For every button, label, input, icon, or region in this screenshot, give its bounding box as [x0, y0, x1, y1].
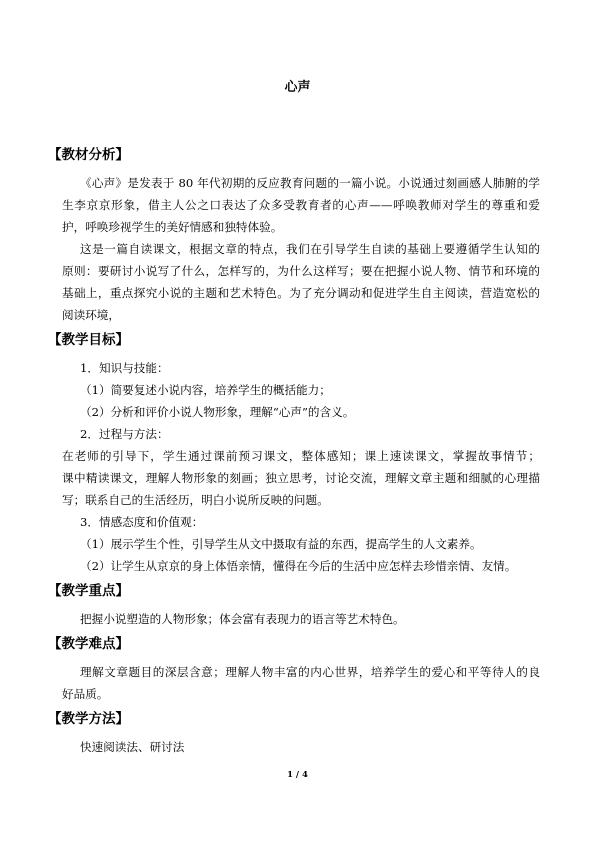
section-heading-teaching-objectives: 【教学目标】 — [48, 332, 129, 348]
section-heading-materials-analysis: 【教材分析】 — [48, 147, 129, 163]
objective-item — [62, 555, 540, 577]
paragraph — [62, 172, 540, 238]
paragraph-line: （2）分析和评价小说人物形象，理解“心声”的含义。 — [80, 405, 355, 419]
paragraph — [62, 736, 540, 758]
paragraph-line: 基础上，重点探究小说的主题和艺术特色。为了充分调动和促进学生自主阅读，营造宽松的 — [62, 286, 540, 300]
objective-item — [62, 401, 540, 423]
paragraph-line: 课中精读课文，理解人物形象的刻画；独立思考，讨论交流，理解文章主题和细腻的心理描 — [62, 471, 540, 485]
objective-item — [62, 533, 540, 555]
section-heading-difficulties: 【教学难点】 — [48, 636, 129, 652]
section-teaching-methods — [48, 707, 540, 758]
section-difficulties — [48, 632, 540, 705]
document-title: 心声 — [284, 80, 311, 95]
paragraph-line: 把握小说塑造的人物形象；体会富有表现力的语言等艺术特色。 — [80, 612, 405, 626]
section-key-points — [48, 579, 540, 630]
paragraph-line: 3．情感态度和价值观： — [80, 515, 204, 529]
section-heading-teaching-methods: 【教学方法】 — [48, 711, 129, 727]
paragraph-line: 2．过程与方法： — [80, 427, 169, 441]
paragraph-line: 生李京京形象，借主人公之口表达了众多受教育者的心声——呼唤教师对学生的尊重和爱 — [62, 198, 540, 212]
paragraph-line: 快速阅读法、研讨法 — [80, 740, 185, 754]
paragraph — [62, 238, 540, 326]
paragraph-line: 写；联系自己的生活经历，明白小说所反映的问题。 — [62, 493, 329, 507]
paragraph-line: 原则：要研讨小说写了什么，怎样写的，为什么这样写；要在把握小说人物、情节和环境的 — [62, 264, 540, 278]
objective-category — [62, 423, 540, 445]
page-number: 1 / 4 — [287, 770, 308, 780]
paragraph-line: 《心声》是发表于 80 年代初期的反应教育问题的一篇小说。小说通过刻画感人肺腑的学 — [80, 176, 540, 190]
paragraph-line: （1）展示学生个性，引导学生从文中摄取有益的东西，提高学生的人文素养。 — [80, 537, 482, 551]
objective-item — [62, 379, 540, 401]
section-materials-analysis — [48, 143, 540, 326]
paragraph-line: 1．知识与技能： — [80, 361, 169, 375]
objective-category — [62, 357, 540, 379]
section-teaching-objectives — [48, 328, 540, 577]
paragraph — [62, 661, 540, 705]
paragraph-line: 在老师的引导下，学生通过课前预习课文，整体感知；课上速读课文，掌握故事情节； — [62, 449, 540, 463]
paragraph-line: （2）让学生从京京的身上体悟亲情，懂得在今后的生活中应怎样去珍惜亲情、友情。 — [80, 559, 517, 573]
paragraph-line: （1）简要复述小说内容，培养学生的概括能力； — [80, 383, 331, 397]
paragraph — [62, 445, 540, 511]
objective-category — [62, 511, 540, 533]
paragraph-line: 理解文章题目的深层含意；理解人物丰富的内心世界，培养学生的爱心和平等待人的良 — [80, 665, 540, 679]
paragraph-line: 这是一篇自读课文，根据文章的特点，我们在引导学生自读的基础上要遵循学生认知的 — [80, 242, 540, 256]
section-heading-key-points: 【教学重点】 — [48, 583, 129, 599]
paragraph-line: 护，呼唤珍视学生的美好情感和独特体验。 — [62, 220, 283, 234]
document-body — [48, 141, 540, 758]
paragraph-line: 阅读环境， — [62, 308, 120, 322]
paragraph-line: 好品质。 — [62, 687, 109, 701]
paragraph — [62, 608, 540, 630]
